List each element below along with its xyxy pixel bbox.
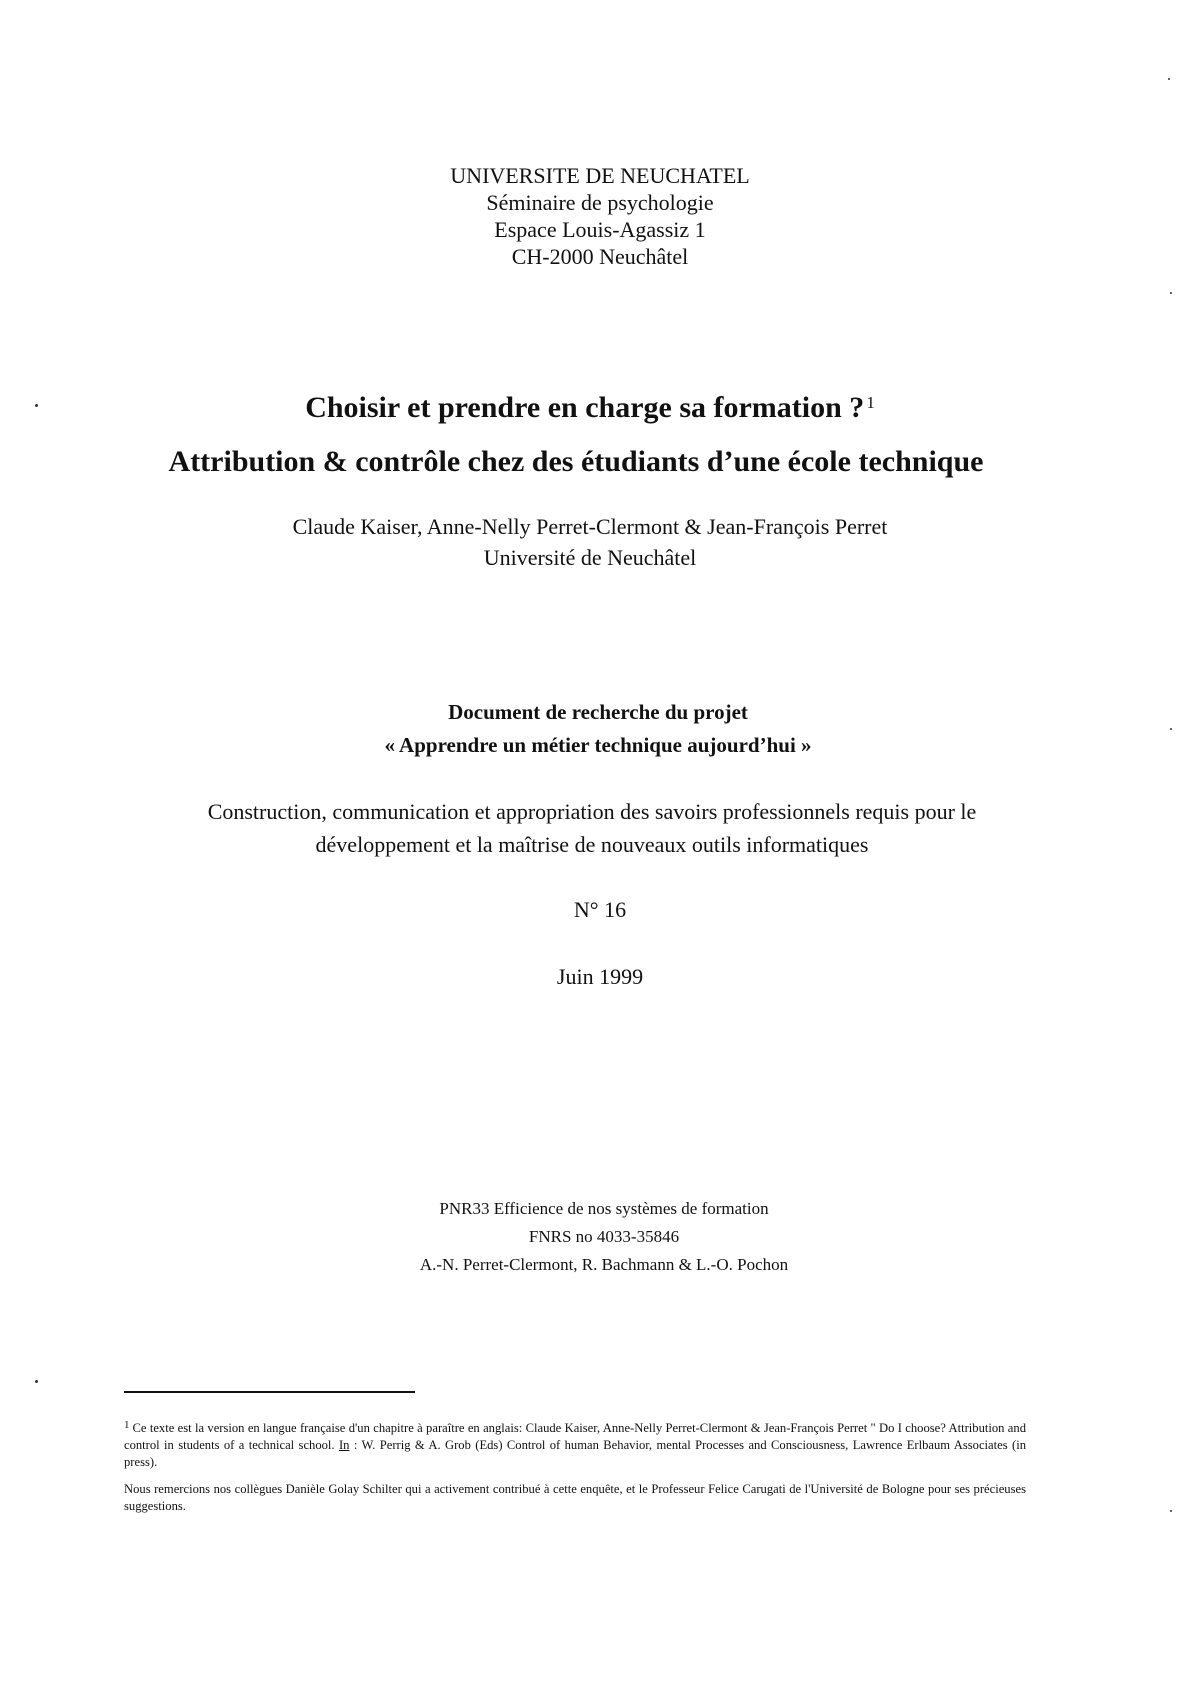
funding-program: PNR33 Efficience de nos systèmes de formation xyxy=(439,1199,769,1218)
description-line-2: développement et la maîtrise de nouveaux outils informatiques xyxy=(315,832,869,857)
scan-speck xyxy=(1170,292,1172,294)
scan-speck xyxy=(1170,728,1172,730)
document-subtitle xyxy=(0,442,1166,482)
funding-investigators: A.-N. Perret-Clermont, R. Bachmann & L.-O. Pochon xyxy=(419,1255,789,1274)
scan-speck xyxy=(35,1380,38,1383)
author-names: Claude Kaiser, Anne-Nelly Perret-Clermont & Jean-François Perret xyxy=(292,514,888,539)
title-line-2: Attribution & contrôle chez des étudiants d’une école technique xyxy=(168,445,984,478)
project-name: « Apprendre un métier technique aujourd’hui » xyxy=(384,733,812,757)
footnote-divider xyxy=(124,1391,415,1393)
author-affiliation: Université de Neuchâtel xyxy=(483,545,697,570)
footnote-mark: 1 xyxy=(124,1419,130,1431)
street-address: Espace Louis-Agassiz 1 xyxy=(494,217,706,242)
title-footnote-ref[interactable]: 1 xyxy=(866,393,875,412)
footnote-1-text-a: Ce texte est la version en langue française d'un chapitre à paraître en anglais: Claude Kaiser, Anne-Nelly Perret-Clermont & Jean-François Perret " Do I choose? Attribution and control in students of a technical school. xyxy=(124,1421,1026,1452)
footnote-1-in: In xyxy=(338,1438,350,1452)
institution-header xyxy=(10,162,1180,270)
document-date xyxy=(10,964,1180,990)
title-line-1: Choisir et prendre en charge sa formation ? xyxy=(305,391,865,424)
issue-date: Juin 1999 xyxy=(556,964,644,989)
description-line-1: Construction, communication et appropriation des savoirs professionnels requis pour le xyxy=(207,799,977,824)
acknowledgement-text: Nous remercions nos collègues Danièle Golay Schilter qui a activement contribué à cette enquête, et le Professeur Felice Carugati de l'Université de Bologne pour ses précieuses suggestions. xyxy=(124,1482,1026,1513)
funding-grant: FNRS no 4033-35846 xyxy=(528,1227,680,1246)
footnote-1 xyxy=(124,1417,1026,1471)
department-name: Séminaire de psychologie xyxy=(486,190,714,215)
project-label: Document de recherche du projet xyxy=(448,700,748,724)
scan-speck xyxy=(1170,1510,1172,1512)
scan-speck xyxy=(35,404,38,407)
footnote-acknowledgement xyxy=(124,1481,1026,1515)
issue-number: N° 16 xyxy=(573,897,627,922)
city-address: CH-2000 Neuchâtel xyxy=(511,244,689,269)
document-title xyxy=(0,383,1180,428)
project-heading xyxy=(8,696,1180,762)
scan-speck xyxy=(1168,78,1170,80)
university-name: UNIVERSITE DE NEUCHATEL xyxy=(450,163,750,188)
authors-block xyxy=(0,511,1180,573)
document-number xyxy=(10,897,1180,923)
funding-block xyxy=(14,1195,1180,1279)
project-description xyxy=(2,795,1180,861)
footnote-1-text-b: : W. Perrig & A. Grob (Eds) Control of human Behavior, mental Processes and Consciousness, Lawrence Erlbaum Associates (in press). xyxy=(124,1438,1026,1469)
